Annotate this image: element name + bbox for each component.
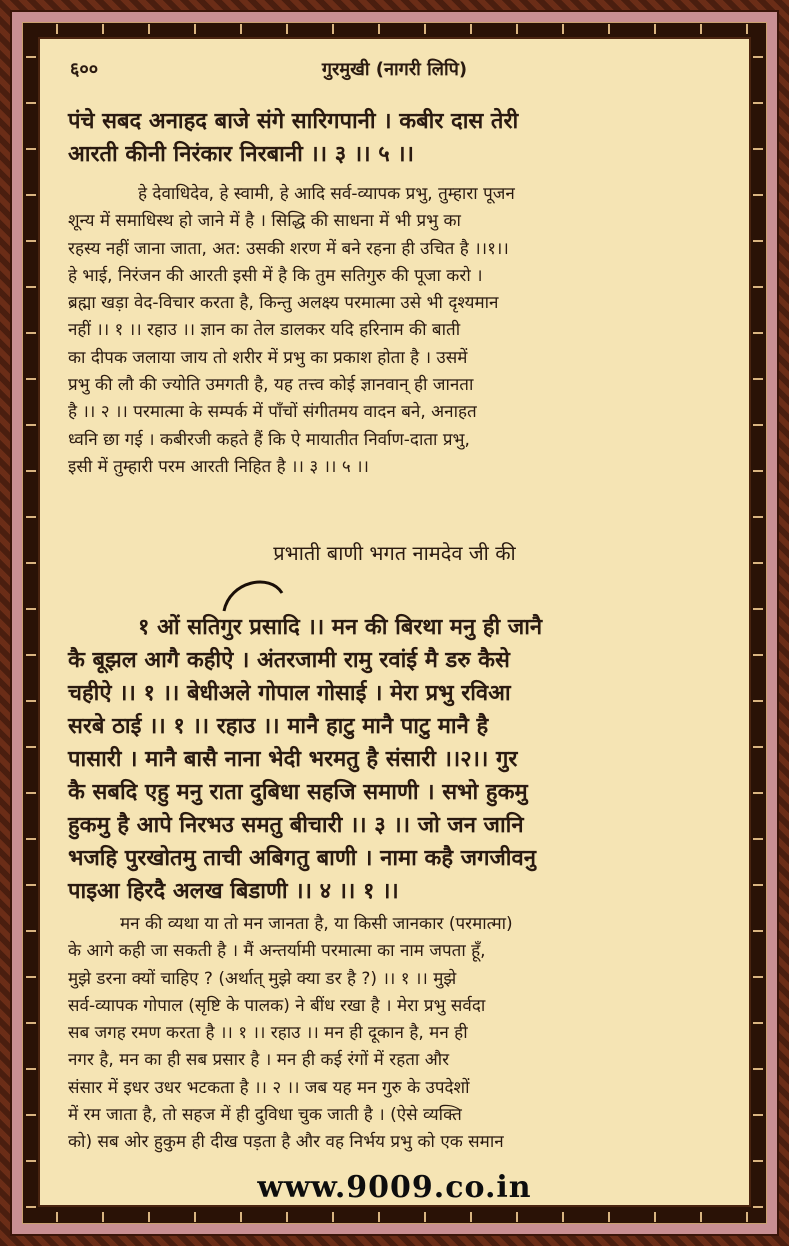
commentary-line: प्रभु की लौ की ज्योति उमगती है, यह तत्त्व कोई ज्ञानवान् ही जानता	[68, 375, 474, 396]
commentary-line: को) सब ओर हुकुम ही दीख पड़ता है और वह निर्भय प्रभु को एक समान	[68, 1132, 504, 1153]
commentary-line: का दीपक जलाया जाय तो शरीर में प्रभु का प्रकाश होता है । उसमें	[68, 347, 468, 368]
commentary-line: के आगे कही जा सकती है । मैं अन्तर्यामी परमात्मा का नाम जपता हूँ,	[68, 941, 486, 962]
commentary-line: संसार में इधर उधर भटकता है ।। २ ।। जब यह मन गुरु के उपदेशों	[68, 1077, 470, 1098]
scroll-ornament-top	[34, 24, 755, 34]
commentary-line: नगर है, मन का ही सब प्रसार है । मन ही कई रंगों में रहता और	[68, 1050, 450, 1071]
commentary-line: नहीं ।। १ ।। रहाउ ।। ज्ञान का तेल डालकर यदि हरिनाम की बाती	[68, 320, 461, 341]
verse-line: कै बूझल आगै कहीऐ । अंतरजामी रामु रवांई मै डरु कैसे	[68, 648, 510, 673]
website-watermark: www.9009.co.in	[257, 1170, 532, 1205]
scroll-ornament-bottom	[34, 1212, 755, 1222]
verse-kabir	[68, 105, 723, 171]
verse-line: आरती कीनी निरंकार निरबानी ।। ३ ।। ५ ।।	[68, 142, 414, 167]
running-title: गुरमुखी (नागरी लिपि)	[321, 59, 468, 80]
verse-line: १ ओं सतिगुर प्रसादि ।। मन की बिरथा मनु ही जानै	[138, 615, 543, 640]
commentary-kabir	[68, 181, 723, 481]
commentary-line: ध्वनि छा गई । कबीरजी कहते हैं कि ऐ मायातीत निर्वाण-दाता प्रभु,	[68, 429, 470, 450]
verse-line: पासारी । मानै बासै नाना भेदी भरमतु है संसारी ।।२।। गुर	[68, 747, 518, 772]
book-page	[38, 37, 751, 1207]
verse-line: सरबे ठाई ।। १ ।। रहाउ ।। मानै हाटु मानै पाटु मानै है	[68, 714, 489, 739]
verse-namdev	[68, 611, 723, 908]
section-title: प्रभाती बाणी भगत नामदेव जी की	[273, 541, 516, 565]
commentary-line: है ।। २ ।। परमात्मा के सम्पर्क में पाँचों संगीतमय वादन बने, अनाहत	[68, 402, 477, 423]
scroll-ornament-left	[26, 34, 36, 1212]
scroll-ornament-right	[753, 34, 763, 1212]
commentary-namdev	[68, 911, 723, 1157]
commentary-line: शून्य में समाधिस्थ हो जाने में है । सिद्धि की साधना में भी प्रभु का	[68, 211, 461, 232]
verse-line: भजहि पुरखोतमु ताची अबिगतु बाणी । नामा कहै जगजीवनु	[68, 846, 536, 871]
ik-onkar-arc	[218, 575, 288, 613]
commentary-line: हे भाई, निरंजन की आरती इसी में है कि तुम सतिगुरु की पूजा करो ।	[68, 265, 483, 286]
verse-line: पंचे सबद अनाहद बाजे संगे सारिगपानी । कबीर दास तेरी	[68, 109, 519, 134]
commentary-line: मन की व्यथा या तो मन जानता है, या किसी जानकार (परमात्मा)	[120, 914, 513, 934]
commentary-line: सब जगह रमण करता है ।। १ ।। रहाउ ।। मन ही दूकान है, मन ही	[68, 1023, 468, 1044]
commentary-line: रहस्य नहीं जाना जाता, अत: उसकी शरण में बने रहना ही उचित है ।।१।।	[68, 238, 509, 259]
verse-line: कै सबदि एहु मनु राता दुबिधा सहजि समाणी । सभो हुकमु	[68, 780, 528, 805]
commentary-line: मुझे डरना क्यों चाहिए ? (अर्थात् मुझे क्या डर है ?) ।। १ ।। मुझे	[68, 968, 457, 989]
commentary-line: ब्रह्मा खड़ा वेद-विचार करता है, किन्तु अलक्ष्य परमात्मा उसे भी दृश्यमान	[68, 293, 499, 314]
commentary-line: इसी में तुम्हारी परम आरती निहित है ।। ३ ।। ५ ।।	[68, 456, 369, 477]
page-header	[70, 57, 719, 81]
verse-line: चहीऐ ।। १ ।। बेधीअले गोपाल गोसाई । मेरा प्रभु रविआ	[68, 681, 511, 706]
verse-line: हुकमु है आपे निरभउ समतु बीचारी ।। ३ ।। जो जन जानि	[68, 813, 524, 838]
commentary-line: सर्व-व्यापक गोपाल (सृष्टि के पालक) ने बींध रखा है । मेरा प्रभु सर्वदा	[68, 995, 486, 1016]
commentary-line: में रम जाता है, तो सहज में ही दुविधा चुक जाती है । (ऐसे व्यक्ति	[68, 1105, 462, 1126]
commentary-line: हे देवाधिदेव, हे स्वामी, हे आदि सर्व-व्यापक प्रभु, तुम्हारा पूजन	[138, 184, 515, 204]
verse-line: पाइआ हिरदै अलख बिडाणी ।। ४ ।। १ ।।	[68, 879, 399, 904]
page-number: ६००	[70, 59, 99, 80]
